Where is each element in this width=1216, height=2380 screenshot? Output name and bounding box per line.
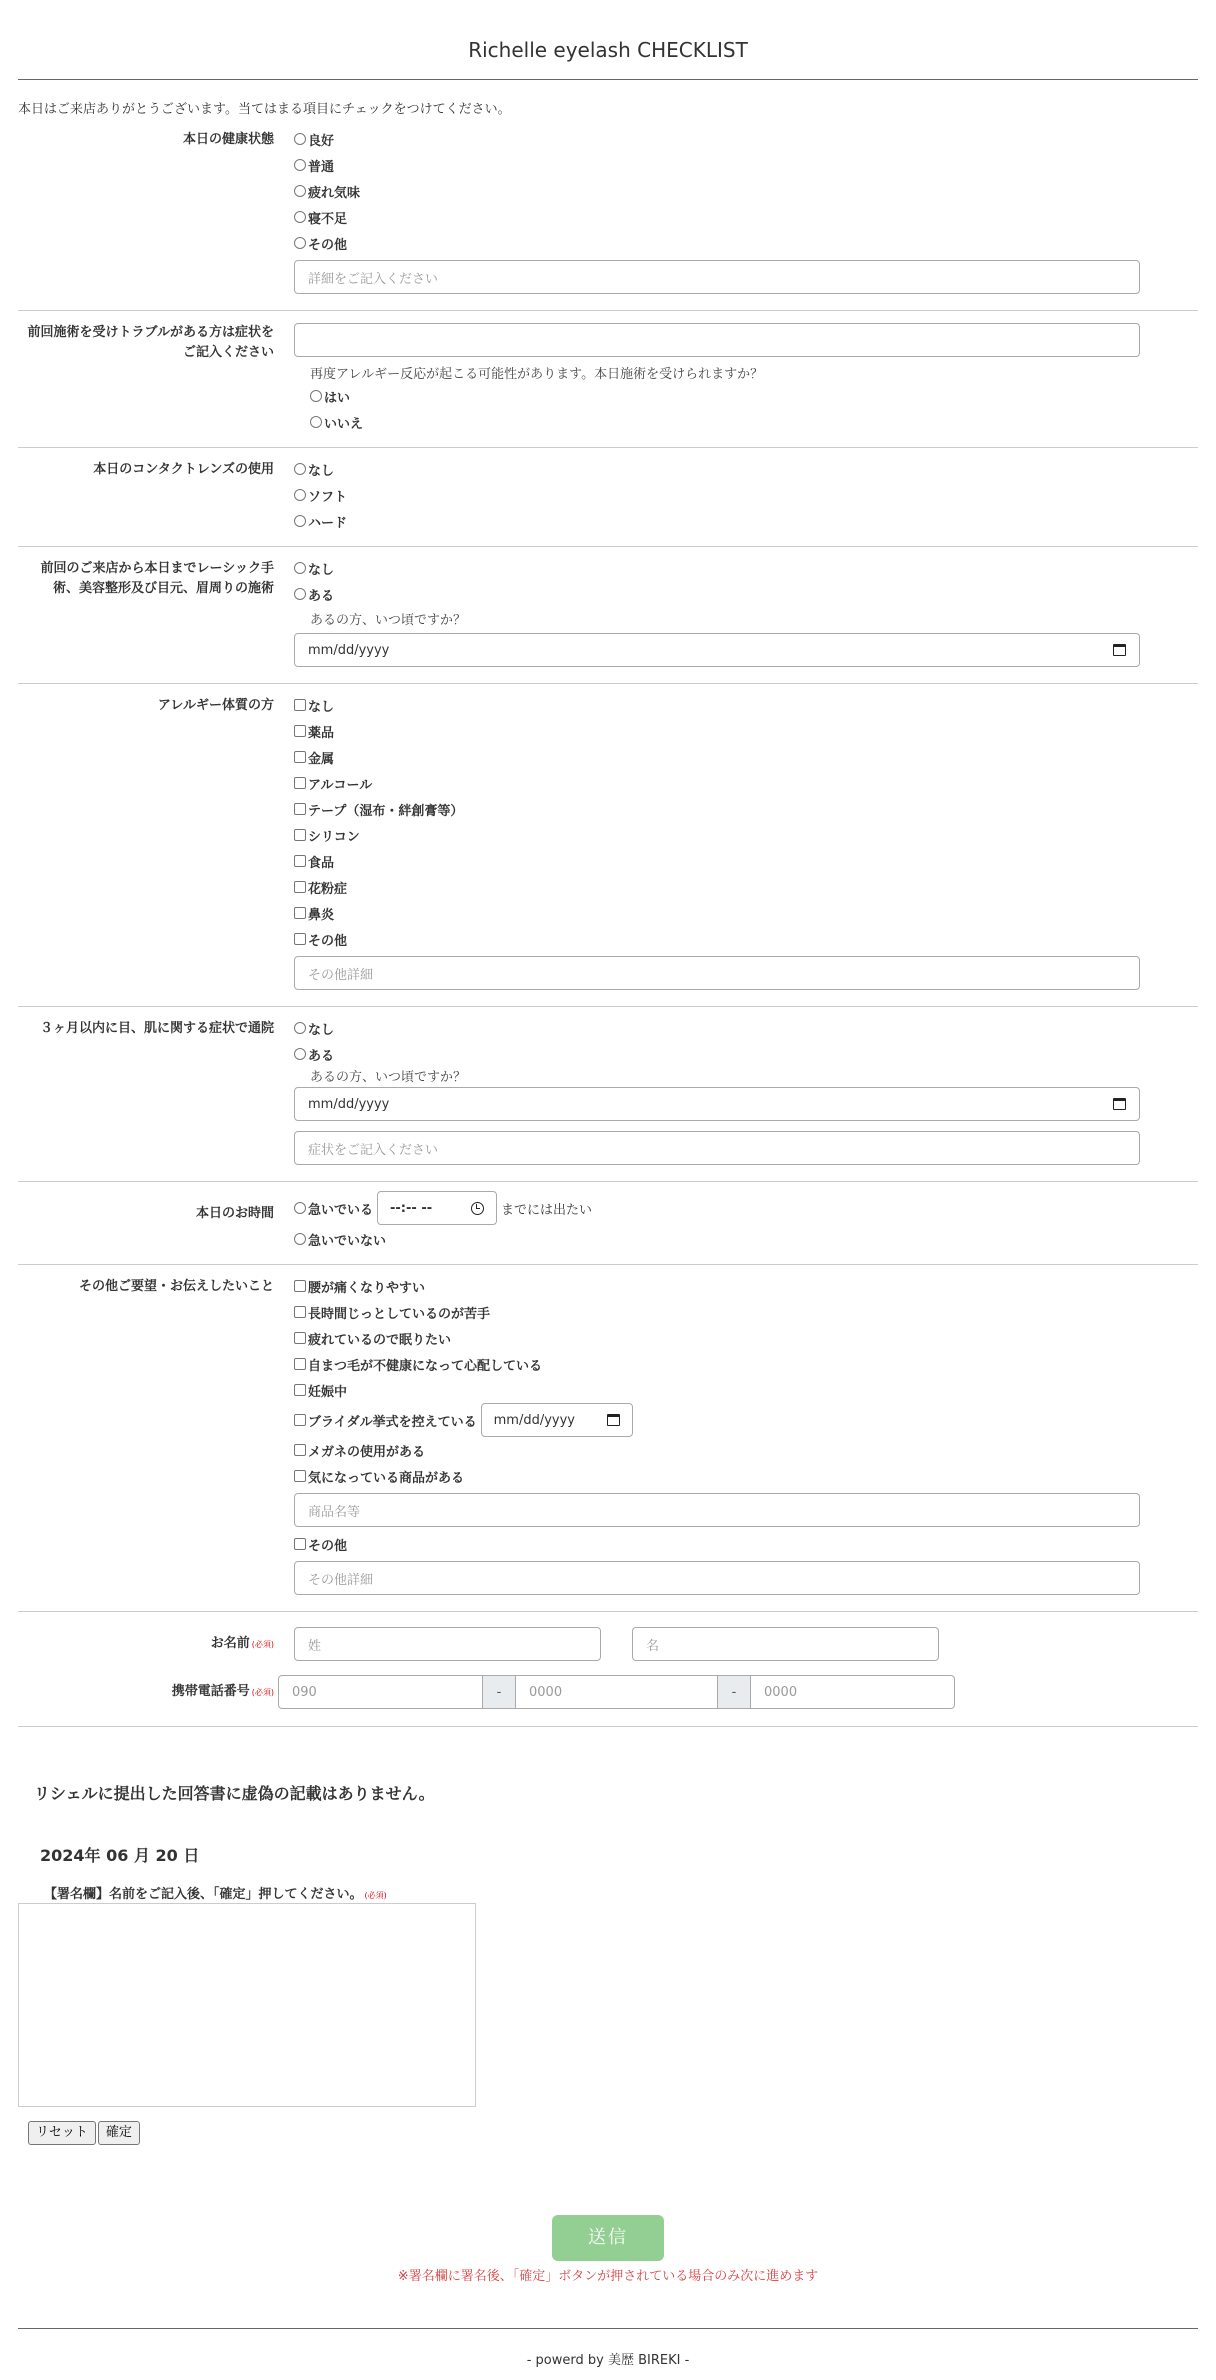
- health-option-good[interactable]: 良好: [294, 126, 1198, 152]
- radio-icon[interactable]: [294, 185, 306, 197]
- hospital-option-none[interactable]: なし: [294, 1015, 1198, 1041]
- calendar-icon[interactable]: [607, 1414, 620, 1426]
- allergy-option-alcohol[interactable]: アルコール: [294, 770, 1198, 796]
- intro-text: 本日はご来店ありがとうございます。当てはまる項目にチェックをつけてください。: [18, 102, 511, 117]
- allergy-label: アレルギー体質の方: [157, 698, 274, 713]
- signature-buttons: [18, 2107, 1198, 2145]
- requests-label: その他ご要望・お伝えしたいこと: [78, 1279, 274, 1294]
- checkbox-icon[interactable]: [294, 777, 306, 789]
- section-contact: [18, 448, 1198, 547]
- section-time: [18, 1182, 1198, 1265]
- radio-icon[interactable]: [294, 1233, 306, 1245]
- checkbox-icon[interactable]: [294, 725, 306, 737]
- date-text: 2024年 06 月 20 日: [40, 1846, 200, 1865]
- lasik-date-input[interactable]: mm/dd/yyyy: [294, 633, 1140, 667]
- required-mark: (必須): [364, 1891, 387, 1900]
- radio-icon[interactable]: [294, 562, 306, 574]
- lasik-label: 前回のご来店から本日までレーシック手術、美容整形及び目元、眉周りの施術: [40, 561, 274, 596]
- confirm-button[interactable]: 確定: [98, 2121, 140, 2145]
- name-label: お名前 (必須): [210, 1635, 274, 1651]
- time-suffix: までには出たい: [501, 1202, 593, 1218]
- radio-icon[interactable]: [294, 211, 306, 223]
- health-option-tired[interactable]: 疲れ気味: [294, 178, 1198, 204]
- health-option-sleepless[interactable]: 寝不足: [294, 204, 1198, 230]
- checkbox-icon[interactable]: [294, 1358, 306, 1370]
- request-option-sleep[interactable]: 疲れているので眠りたい: [294, 1325, 1198, 1351]
- checkbox-icon[interactable]: [294, 1444, 306, 1456]
- lasik-option-yes[interactable]: ある: [294, 581, 1198, 607]
- checkbox-icon[interactable]: [294, 1538, 306, 1550]
- section-hospital: [18, 1007, 1198, 1182]
- section-lasik: [18, 547, 1198, 684]
- allergy-option-silicone[interactable]: シリコン: [294, 822, 1198, 848]
- last-name-input[interactable]: 姓: [294, 1627, 601, 1661]
- radio-icon[interactable]: [294, 515, 306, 527]
- footer: - powerd by 美歴 BIREKI -: [18, 2328, 1198, 2368]
- health-option-other[interactable]: その他: [294, 230, 1198, 256]
- time-option-hurry[interactable]: 急いでいる --:-- -- までには出たい: [294, 1190, 1198, 1226]
- checkbox-icon[interactable]: [294, 699, 306, 711]
- allergy-option-rhinitis[interactable]: 鼻炎: [294, 900, 1198, 926]
- checkbox-icon[interactable]: [294, 1470, 306, 1482]
- required-mark: (必須): [251, 1639, 274, 1649]
- first-name-input[interactable]: 名: [632, 1627, 939, 1661]
- time-option-no-hurry[interactable]: 急いでいない: [294, 1226, 1198, 1252]
- checkbox-icon[interactable]: [294, 1414, 306, 1426]
- request-option-lashes[interactable]: 自まつ毛が不健康になって心配している: [294, 1351, 1198, 1377]
- reset-button[interactable]: リセット: [28, 2121, 96, 2145]
- phone-input-group: [278, 1675, 955, 1709]
- phone-part2-input[interactable]: 0000: [515, 1675, 718, 1709]
- health-label: 本日の健康状態: [182, 132, 274, 147]
- declaration-text: リシェルに提出した回答書に虚偽の記載はありません。: [34, 1784, 435, 1803]
- request-option-back[interactable]: 腰が痛くなりやすい: [294, 1273, 1198, 1299]
- radio-icon[interactable]: [294, 1202, 306, 1214]
- trouble-question: 再度アレルギー反応が起こる可能性があります。本日施術を受けられますか？: [310, 366, 764, 382]
- health-option-normal[interactable]: 普通: [294, 152, 1198, 178]
- trouble-symptom-input[interactable]: [294, 323, 1140, 357]
- request-option-other[interactable]: その他: [294, 1531, 1198, 1557]
- checkbox-icon[interactable]: [294, 881, 306, 893]
- radio-icon[interactable]: [294, 588, 306, 600]
- request-other-input[interactable]: その他詳細: [294, 1561, 1140, 1595]
- checkbox-icon[interactable]: [294, 933, 306, 945]
- allergy-option-medicine[interactable]: 薬品: [294, 718, 1198, 744]
- phone-part1-input[interactable]: 090: [278, 1675, 483, 1709]
- submit-note: ※署名欄に署名後、「確定」ボタンが押されている場合のみ次に進めます: [397, 2269, 819, 2284]
- radio-icon[interactable]: [294, 1048, 306, 1060]
- product-input[interactable]: 商品名等: [294, 1493, 1140, 1527]
- allergy-detail-input[interactable]: その他詳細: [294, 956, 1140, 990]
- request-option-bridal[interactable]: ブライダル挙式を控えている mm/dd/yyyy: [294, 1403, 1198, 1437]
- section-allergy: [18, 684, 1198, 1007]
- checkbox-icon[interactable]: [294, 1306, 306, 1318]
- phone-dash: -: [718, 1675, 750, 1709]
- request-option-still[interactable]: 長時間じっとしているのが苦手: [294, 1299, 1198, 1325]
- request-option-pregnant[interactable]: 妊娠中: [294, 1377, 1198, 1403]
- bridal-date-input[interactable]: mm/dd/yyyy: [481, 1403, 633, 1437]
- signature-pad[interactable]: [18, 1903, 476, 2107]
- name-row: [18, 1620, 1198, 1668]
- time-input[interactable]: --:-- --: [377, 1191, 497, 1225]
- checkbox-icon[interactable]: [294, 803, 306, 815]
- request-option-product[interactable]: 気になっている商品がある: [294, 1463, 1198, 1489]
- allergy-option-none[interactable]: なし: [294, 692, 1198, 718]
- phone-part3-input[interactable]: 0000: [750, 1675, 955, 1709]
- time-label: 本日のお時間: [195, 1206, 274, 1221]
- hospital-label: ３ヶ月以内に目、肌に関する症状で通院: [39, 1021, 274, 1036]
- phone-row: [18, 1668, 1198, 1716]
- trouble-option-no[interactable]: いいえ: [310, 409, 1198, 435]
- radio-icon[interactable]: [294, 1022, 306, 1034]
- hospital-option-yes[interactable]: ある: [294, 1041, 1198, 1067]
- radio-icon[interactable]: [310, 390, 322, 402]
- health-detail-input[interactable]: 詳細をご記入ください: [294, 260, 1140, 294]
- lasik-when-note: あるの方、いつ頃ですか？: [310, 612, 467, 628]
- request-option-glasses[interactable]: メガネの使用がある: [294, 1437, 1198, 1463]
- section-contact-info: [18, 1612, 1198, 1727]
- contact-option-soft[interactable]: ソフト: [294, 482, 1198, 508]
- radio-icon[interactable]: [294, 237, 306, 249]
- checkbox-icon[interactable]: [294, 1332, 306, 1344]
- checkbox-icon[interactable]: [294, 1384, 306, 1396]
- radio-icon[interactable]: [294, 159, 306, 171]
- checkbox-icon[interactable]: [294, 907, 306, 919]
- signature-label: 【署名欄】名前をご記入後、「確定」押してください。 (必須): [44, 1887, 387, 1902]
- radio-icon[interactable]: [294, 463, 306, 475]
- section-trouble: [18, 311, 1198, 448]
- checkbox-icon[interactable]: [294, 1280, 306, 1292]
- allergy-option-pollen[interactable]: 花粉症: [294, 874, 1198, 900]
- calendar-icon[interactable]: [1113, 1098, 1126, 1110]
- clock-icon[interactable]: [471, 1202, 484, 1215]
- contact-option-none[interactable]: なし: [294, 456, 1198, 482]
- trouble-label: 前回施術を受けトラブルがある方は症状をご記入ください: [27, 325, 274, 360]
- hospital-when-note: あるの方、いつ頃ですか？: [310, 1069, 467, 1085]
- calendar-icon[interactable]: [1113, 644, 1126, 656]
- allergy-option-food[interactable]: 食品: [294, 848, 1198, 874]
- trouble-option-yes[interactable]: はい: [310, 383, 1198, 409]
- page-title: Richelle eyelash CHECKLIST: [18, 0, 1198, 80]
- allergy-option-metal[interactable]: 金属: [294, 744, 1198, 770]
- radio-icon[interactable]: [294, 133, 306, 145]
- checkbox-icon[interactable]: [294, 829, 306, 841]
- checkbox-icon[interactable]: [294, 751, 306, 763]
- submit-button[interactable]: 送信: [552, 2215, 664, 2261]
- radio-icon[interactable]: [294, 489, 306, 501]
- radio-icon[interactable]: [310, 416, 322, 428]
- section-requests: [18, 1265, 1198, 1612]
- required-mark: (必須): [251, 1687, 274, 1697]
- contact-label: 本日のコンタクトレンズの使用: [93, 462, 274, 477]
- checkbox-icon[interactable]: [294, 855, 306, 867]
- phone-dash: -: [483, 1675, 515, 1709]
- hospital-symptom-input[interactable]: 症状をご記入ください: [294, 1131, 1140, 1165]
- allergy-option-other[interactable]: その他: [294, 926, 1198, 952]
- phone-label: 携帯電話番号 (必須): [171, 1683, 274, 1699]
- lasik-option-none[interactable]: なし: [294, 555, 1198, 581]
- contact-option-hard[interactable]: ハード: [294, 508, 1198, 534]
- hospital-date-input[interactable]: mm/dd/yyyy: [294, 1087, 1140, 1121]
- section-health: [18, 122, 1198, 311]
- allergy-option-tape[interactable]: テープ（湿布・絆創膏等）: [294, 796, 1198, 822]
